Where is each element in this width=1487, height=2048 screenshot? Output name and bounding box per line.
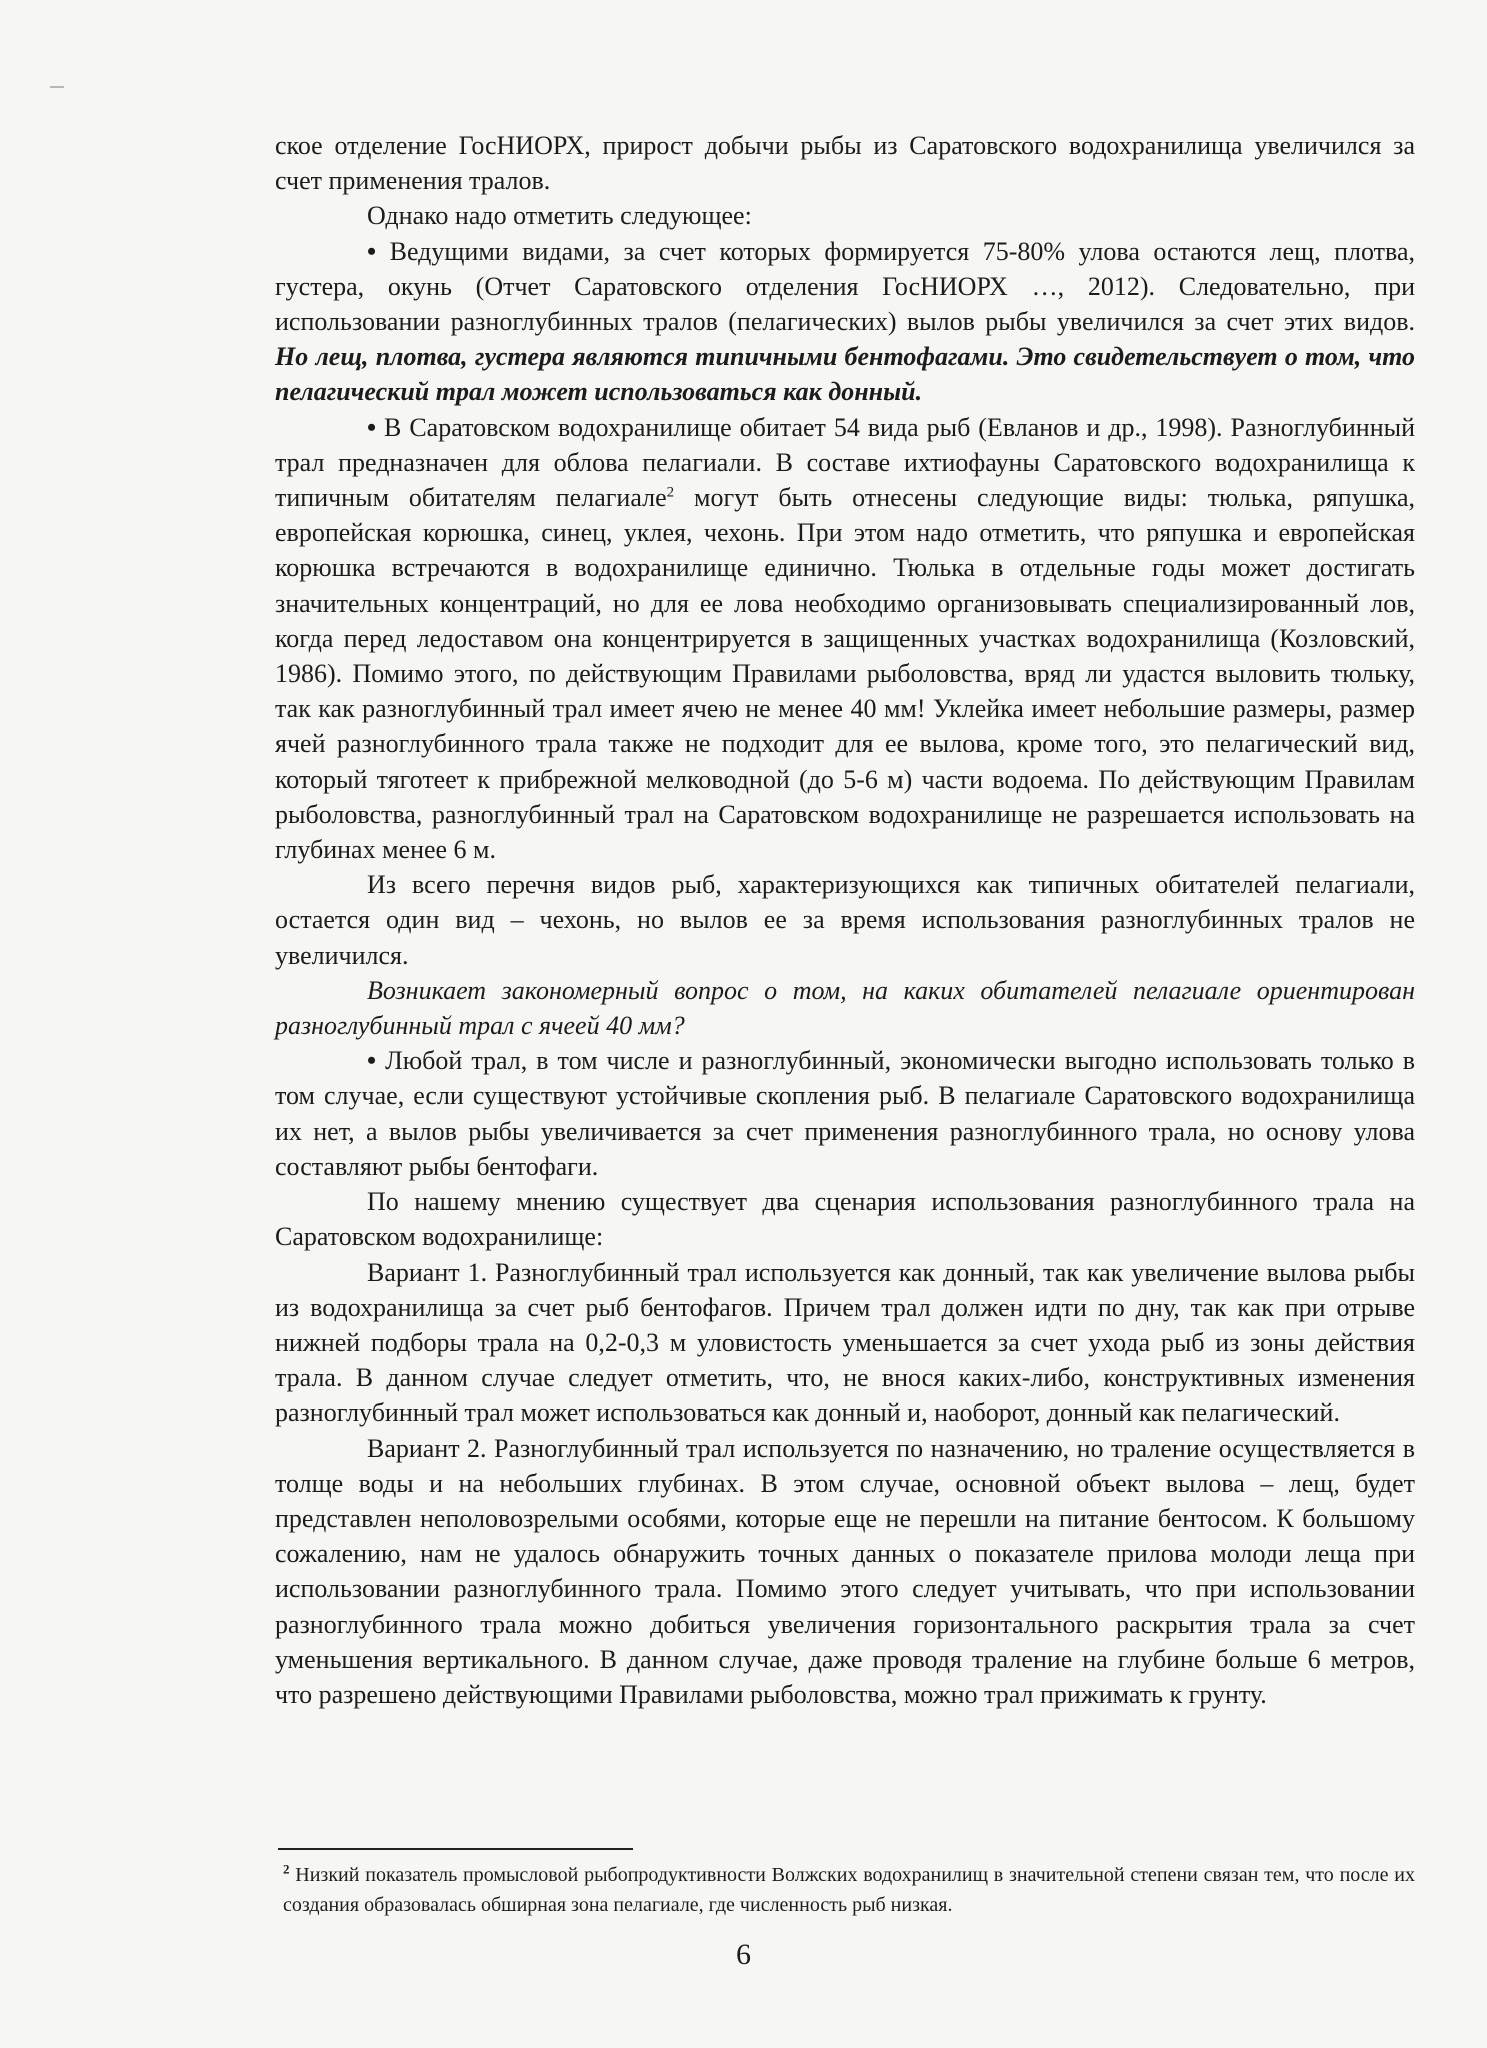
scan-mark	[50, 86, 64, 88]
footnote	[283, 1860, 1415, 1920]
paragraph-3-text: Ведущими видами, за счет которых формируется 75-80% улова остаются лещ, плотва, густера, окунь (Отчет Саратовского отделения ГосНИОРХ …, 2012). Следовательно, при использовании разноглубинных тралов (пелагических) вылов рыбы увеличился за счет этих видов.	[275, 236, 1415, 337]
page-number: 6	[736, 1938, 751, 1971]
paragraph-7-text: Любой трал, в том числе и разноглубинный, экономически выгодно использовать только в том случае, если существуют устойчивые скопления рыб. В пелагиале Саратовского водохранилища их нет, а вылов рыбы увеличивается за счет применения разноглубинного трала, но основу улова составляют рыбы бентофаги.	[275, 1046, 1415, 1181]
paragraph-1: ское отделение ГосНИОРХ, прирост добычи рыбы из Саратовского водохранилища увеличился за счет применения тралов.	[275, 131, 1415, 196]
footnote-ref: 2	[666, 484, 675, 501]
paragraph-4	[275, 410, 1415, 868]
paragraph-10-variant-2: Вариант 2. Разноглубинный трал используется по назначению, но траление осуществляется в толще воды и на небольших глубинах. В этом случае, основной объект вылова – лещ, будет представлен неполовозрелыми особями, которые еще не перешли на питание бентосом. К большому сожалению, нам не удалось обнаружить точных данных о показателе прилова молоди леща при использовании разноглубинного трала. Помимо этого следует учитывать, что при использовании разноглубинного трала можно добиться увеличения горизонтального раскрытия трала за счет уменьшения вертикального. В данном случае, даже проводя траление на глубине больше 6 метров, что разрешено действующими Правилами рыболовства, можно трал прижимать к грунту.	[275, 1433, 1415, 1709]
paragraph-3	[275, 234, 1415, 410]
paragraph-9-variant-1: Вариант 1. Разноглубинный трал используется как донный, так как увеличение вылова рыбы из водохранилища за счет рыб бентофагов. Причем трал должен идти по дну, так как при отрыве нижней подборы трала на 0,2-0,3 м уловистость уменьшается за счет ухода рыб из зоны действия трала. В данном случае следует отметить, что, не внося каких-либо, конструктивных изменения разноглубинный трал может использоваться как донный и, наоборот, донный как пелагический.	[275, 1257, 1415, 1428]
bullet: •	[367, 1046, 377, 1076]
paragraph-3-emphasis: Но лещ, плотва, густера являются типичными бентофагами. Это свидетельствует о том, что пелагический трал может использоваться как донный.	[275, 342, 1415, 407]
footnote-mark: 2	[283, 1861, 290, 1877]
paragraph-7	[275, 1043, 1415, 1184]
bullet: •	[367, 412, 377, 442]
paragraph-5: Из всего перечня видов рыб, характеризующихся как типичных обитателей пелагиали, остается один вид – чехонь, но вылов ее за время использования разноглубинных тралов не увеличился.	[275, 870, 1415, 970]
paragraph-2: Однако надо отметить следующее:	[367, 201, 752, 231]
paragraph-8: По нашему мнению существует два сценария использования разноглубинного трала на Саратовском водохранилище:	[275, 1187, 1415, 1252]
paragraph-4-text-b: могут быть отнесены следующие виды: тюлька, ряпушка, европейская корюшка, синец, уклея, чехонь. При этом надо отметить, что ряпушка и европейская корюшка встречаются в водохранилище единично. Тюлька в отдельные годы может достигать значительных концентраций, но для ее лова необходимо организовывать специализированный лов, когда перед ледоставом она концентрируется в защищенных участках водохранилища (Козловский, 1986). Помимо этого, по действующим Правилами рыболовства, вряд ли удастся выловить тюльку, так как разноглубинный трал имеет ячею не менее 40 мм! Уклейка имеет небольшие размеры, размер ячей разноглубинного трала также не подходит для ее вылова, кроме того, это пелагический вид, который тяготеет к прибрежной мелководной (до 5-6 м) части водоема. По действующим Правилам рыболовства, разноглубинный трал на Саратовском водохранилище не разрешается использовать на глубинах менее 6 м.	[275, 483, 1416, 865]
bullet: •	[367, 236, 377, 266]
page-body	[275, 128, 1415, 1712]
footnote-text: Низкий показатель промысловой рыбопродуктивности Волжских водохранилищ в значительной степени связан тем, что после их создания образовалась обширная зона пелагиале, где численность рыб низкая.	[283, 1864, 1415, 1916]
paragraph-6-question: Возникает закономерный вопрос о том, на каких обитателей пелагиале ориентирован разноглубинный трал с ячеей 40 мм?	[275, 975, 1415, 1041]
footnote-divider	[278, 1848, 633, 1850]
paragraph-4-text-a: В Саратовском водохранилище обитает 54 вида рыб (Евланов и др., 1998). Разноглубинный трал предназначен для облова пелагиали. В составе ихтиофауны Саратовского водохранилища к типичным обитателям пелагиале	[275, 412, 1415, 513]
